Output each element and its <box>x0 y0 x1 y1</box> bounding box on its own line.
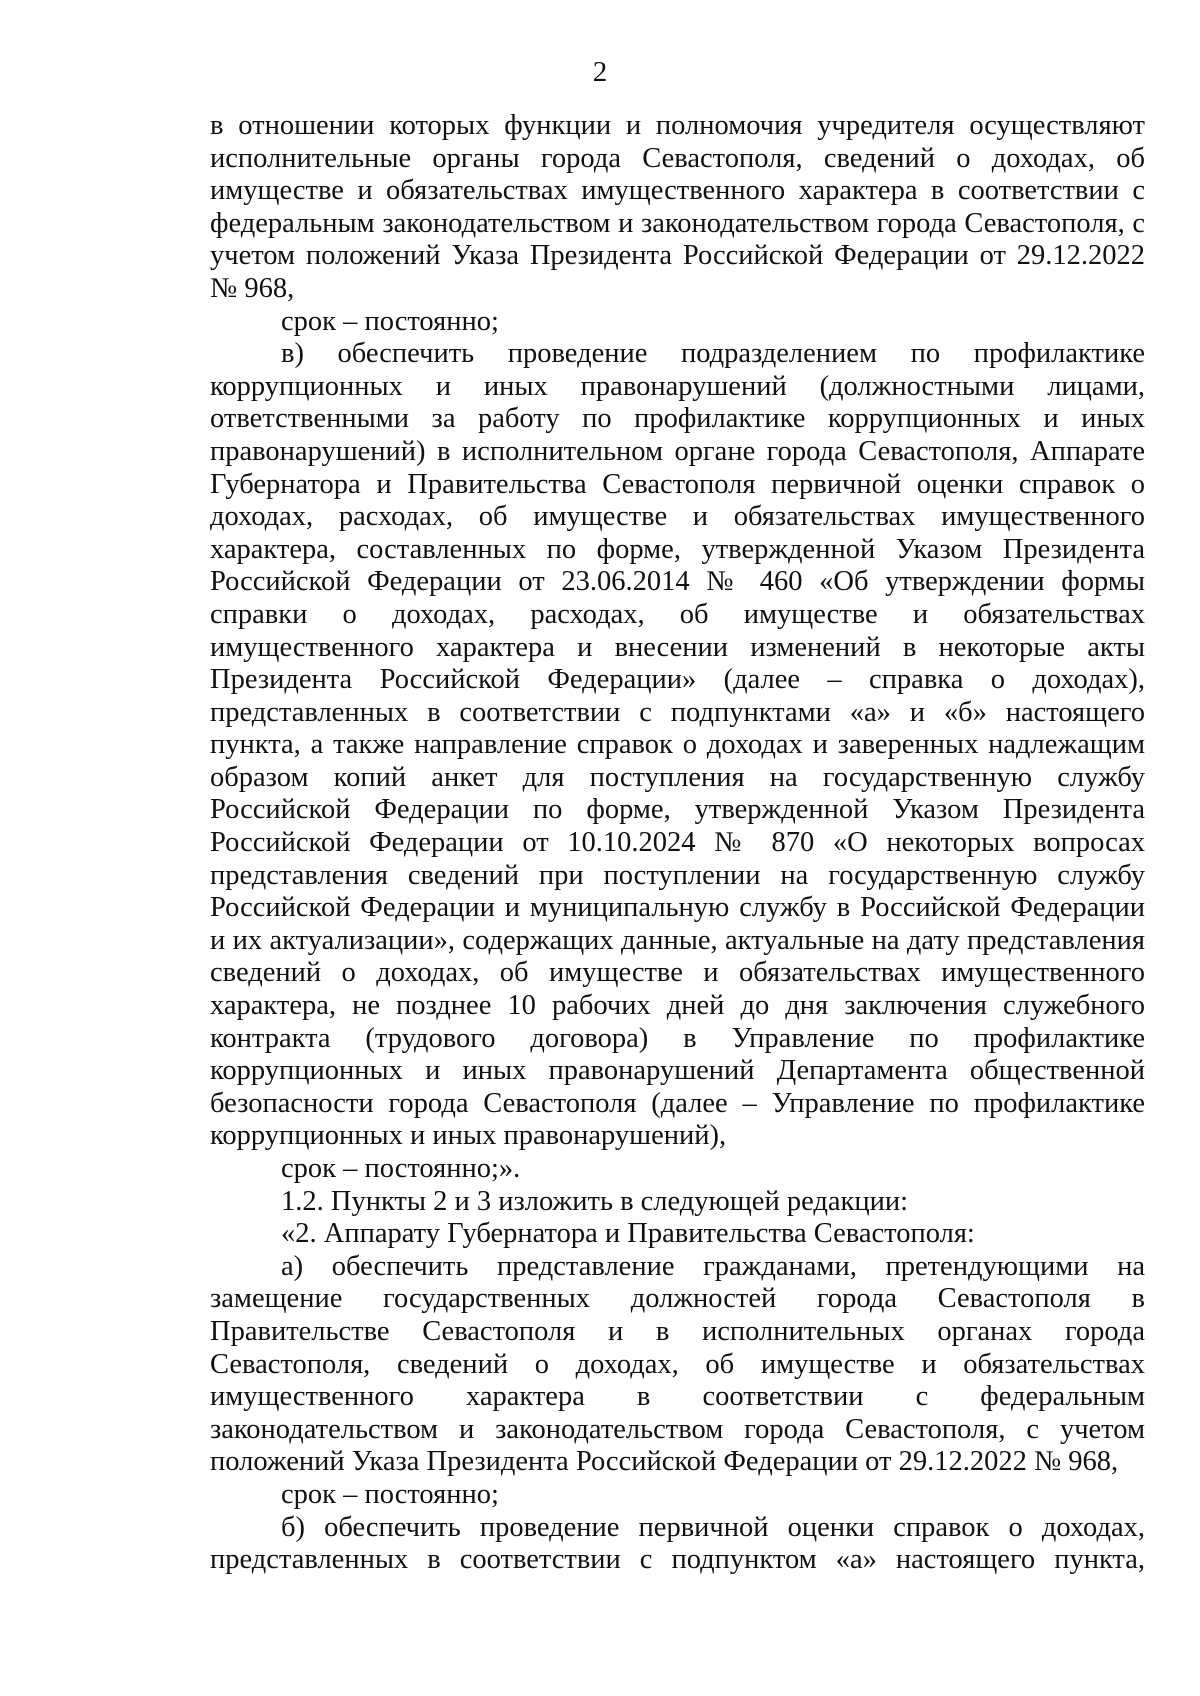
paragraph-deadline: срок – постоянно;». <box>281 1153 521 1184</box>
paragraph-continuation: в отношении которых функции и полномочия учредителя осуществляют исполнительные органы города Севастополя, сведений о доходах, об имуществе и обязательствах имущественного характера в соответствии с федеральным законодательством и законодательством города Севастополя, с учетом положений Указа Президента Российской Федерации от 29.12.2022 № 968, <box>210 110 1145 304</box>
paragraph-item-v: в) обеспечить проведение подразделением по профилактике коррупционных и иных правонарушений (должностными лицами, ответственными за работу по профилактике коррупционных и иных правонарушений) в исполнительном органе города Севастополя, Аппарате Губернатора и Правительства Севастополя первичной оценки справок о доходах, расходах, об имуществе и обязательствах имущественного характера, составленных по форме, утвержденной Указом Президента Российской Федерации от 23.06.2014 № 460 «Об утверждении формы справки о доходах, расходах, об имуществе и обязательствах имущественного характера и внесении изменений в некоторые акты Президента Российской Федерации» (далее – справка о доходах), представленных в соответствии с подпунктами «а» и «б» настоящего пункта, а также направление справок о доходах и заверенных надлежащим образом копий анкет для поступления на государственную службу Российской Федерации по форме, утвержденной Указом Президента Российской Федерации от 10.10.2024 № 870 «О некоторых вопросах представления сведений при поступлении на государственную службу Российской Федерации и муниципальную службу в Российской Федерации и их актуализации», содержащих данные, актуальные на дату представления сведений о доходах, об имуществе и обязательствах имущественного характера, не позднее 10 рабочих дней до дня заключения служебного контракта (трудового договора) в Управление по профилактике коррупционных и иных правонарушений Департамента общественной безопасности города Севастополя (далее – Управление по профилактике коррупционных и иных правонарушений), <box>210 338 1145 1152</box>
paragraph-clause-1-2: 1.2. Пункты 2 и 3 изложить в следующей редакции: <box>281 1185 909 1217</box>
paragraph-item-a: а) обеспечить представление гражданами, претендующими на замещение государственных должностей города Севастополя в Правительстве Севастополя и в исполнительных органах города Севастополя, сведений о доходах, об имуществе и обязательствах имущественного характера в соответствии с федеральным законодательством и законодательством города Севастополя, с учетом положений Указа Президента Российской Федерации от 29.12.2022 № 968, <box>210 1250 1145 1478</box>
paragraph-deadline: срок – постоянно; <box>281 1478 499 1510</box>
paragraph-item-b: б) обеспечить проведение первичной оценки справок о доходах, представленных в соответствии с подпунктом «а» настоящего пункта, <box>210 1511 1145 1576</box>
paragraph-deadline: срок – постоянно; <box>281 305 499 337</box>
page-number: 2 <box>592 56 608 88</box>
document-body <box>210 110 1145 1577</box>
paragraph-point-2-heading: «2. Аппарату Губернатора и Правительства Севастополя: <box>281 1218 975 1250</box>
